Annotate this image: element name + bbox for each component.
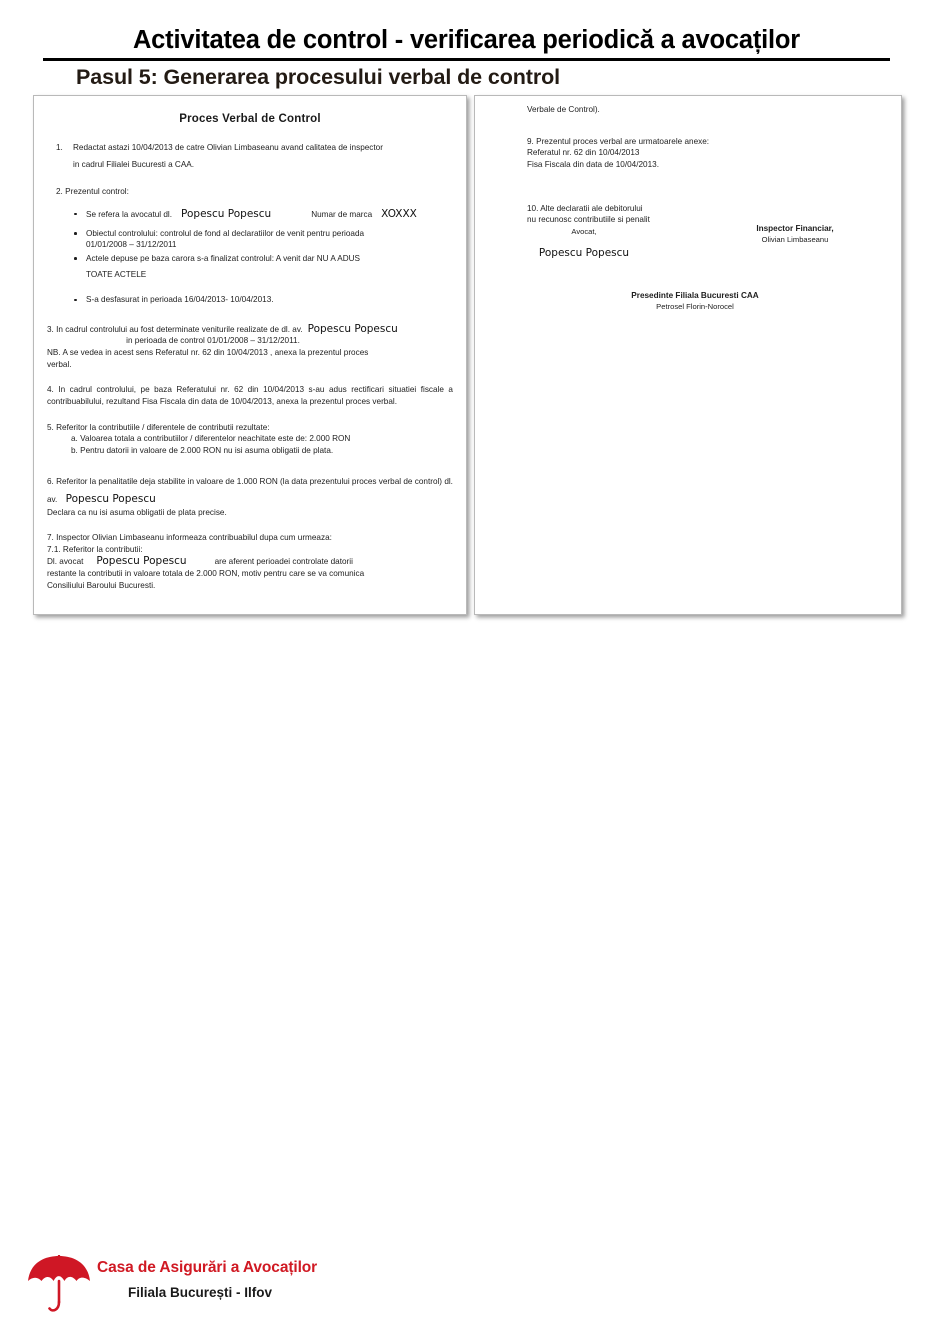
clause-1-number: 1. [56, 143, 63, 152]
clause-2-bullet-4-text: S-a desfasurat in perioada 16/04/2013- 10/04/2013. [86, 295, 274, 305]
document-page-right [474, 95, 902, 615]
clause-6-line-2: Declara ca nu isi asuma obligatii de plata precise. [47, 507, 227, 517]
signature-avocat-label: Avocat, [571, 227, 597, 236]
clause-7 [47, 532, 453, 591]
clause-3-line-2: in perioada de control 01/01/2008 – 31/12/2011. [126, 336, 300, 346]
signature-block-presedinte [535, 291, 855, 311]
page-title: Activitatea de control - verificarea periodică a avocaților [132, 26, 801, 54]
clause-7-line-1: 7. Inspector Olivian Limbaseanu informeaza contribuabilul dupa cum urmeaza: [47, 533, 332, 543]
clause-2-heading [47, 186, 453, 198]
clause-2-bullet-3-line-2: TOATE ACTELE [86, 270, 147, 280]
avocat-name-field-1: Popescu Popescu [181, 207, 272, 220]
document-left-body [47, 138, 453, 591]
clause-6-line-1-text: 6. Referitor la penalitatile deja stabilite in valoare de 1.000 RON (la data prezentului proces verbal de control) dl. av. [47, 476, 453, 504]
signature-inspector-name: Olivian Limbaseanu [761, 235, 829, 244]
clause-2-bullet-2 [47, 228, 453, 251]
clause-10 [527, 203, 887, 226]
brand-name: Casa de Asigurări a Avocaților [97, 1259, 318, 1276]
clause-2-bullet-1-pre: Se refera la avocatul dl. [86, 209, 173, 219]
bullet-dot-icon [74, 232, 77, 235]
signature-avocat-name: Popescu Popescu [538, 247, 630, 259]
clause-5-sub-a: a. Valoarea totala a contributiilor / diferentelor neachitate este de: 2.000 RON [71, 434, 351, 444]
clause-9-line-3: Fisa Fiscala din data de 10/04/2013. [527, 159, 659, 169]
slide-footer [0, 625, 933, 1300]
clause-1-line-2: in cadrul Filialei Bucuresti a CAA. [73, 159, 195, 169]
signature-block-avocat [499, 227, 669, 259]
fragment-top-line: Verbale de Control). [527, 105, 600, 114]
clause-9-line-1: 9. Prezentul proces verbal are urmatoarele anexe: [527, 136, 710, 146]
clause-7-line-4: restante la contributii in valoare totala de 2.000 RON, motiv pentru care se va comunica [47, 569, 365, 579]
clause-5-heading: 5. Referitor la contributiile / diferentele de contributii rezultate: [47, 422, 270, 432]
clause-2-bullet-2-line-2: 01/01/2008 – 31/12/2011 [86, 240, 177, 250]
bullet-dot-icon [74, 213, 77, 216]
bullet-dot-icon [74, 257, 77, 260]
signature-block-inspector [705, 224, 885, 244]
clause-2-heading-text: Prezentul control: [65, 187, 129, 197]
red-umbrella-icon [24, 1255, 94, 1317]
clause-2-bullet-1 [47, 208, 453, 221]
clause-7-line-3-post: are aferent perioadei controlate datorii [214, 557, 353, 567]
clause-2-bullet-3-line-1: Actele depuse pe baza carora s-a finalizat controlul: A venit dar NU A ADUS [86, 253, 360, 263]
clause-2-number: 2. [56, 187, 63, 197]
signature-presedinte-name: Petrosel Florin-Norocel [656, 302, 734, 311]
avocat-name-field-4: Popescu Popescu [96, 555, 187, 568]
avocat-name-field-3: Popescu Popescu [65, 492, 156, 505]
clause-9-line-2: Referatul nr. 62 din 10/04/2013 [527, 148, 640, 158]
clause-2-bullet-2-line-1: Obiectul controlului: controlul de fond al declaratiilor de venit pentru perioada [86, 228, 365, 238]
marca-label: Numar de marca [311, 209, 373, 219]
document-right-body [527, 104, 887, 226]
clause-7-line-3-pre: Dl. avocat [47, 557, 84, 567]
clause-2-bullet-3 [47, 253, 453, 281]
clause-3-line-3: NB. A se vedea in acest sens Referatul nr. 62 din 10/04/2013 , anexa la prezentul proces [47, 348, 369, 358]
clause-7-line-5: Consiliului Baroului Bucuresti. [47, 580, 156, 590]
marca-value-field: XOXXX [381, 207, 417, 220]
clause-6 [47, 471, 453, 519]
clause-3 [47, 323, 453, 371]
title-underline [43, 58, 890, 61]
clause-1-line-1: Redactat astazi 10/04/2013 de catre Olivian Limbaseanu avand calitatea de inspector [73, 143, 383, 152]
clause-3-line-1-pre: 3. In cadrul controlului au fost determinate veniturile realizate de dl. av. [47, 324, 303, 334]
clause-3-line-4: verbal. [47, 359, 72, 369]
brand-branch: Filiala București - Ilfov [128, 1285, 273, 1300]
bullet-dot-icon [74, 299, 77, 302]
document-page-left [33, 95, 467, 615]
clause-5 [47, 422, 453, 457]
page-subtitle: Pasul 5: Generarea procesului verbal de control [76, 65, 561, 89]
clause-2-bullet-4 [47, 294, 453, 306]
clause-1 [47, 142, 453, 170]
signature-presedinte-label: Presedinte Filiala Bucuresti CAA [631, 291, 759, 300]
clause-5-sub-b: b. Pentru datorii in valoare de 2.000 RON nu isi asuma obligatii de plata. [71, 445, 334, 455]
signature-inspector-label: Inspector Financiar, [756, 224, 834, 233]
clause-4: 4. In cadrul controlului, pe baza Referatului nr. 62 din 10/04/2013 s-au adus rectificari situatiei fiscale a contribuabilului, rezultand Fisa Fiscala din data de 10/04/2013, anexa la prezentul proces verbal. [47, 385, 453, 406]
clause-10-line-2: nu recunosc contributiile si penalit [527, 215, 650, 225]
clause-10-line-1: 10. Alte declaratii ale debitorului [527, 203, 643, 213]
clause-9 [527, 136, 887, 171]
avocat-name-field-2: Popescu Popescu [307, 322, 398, 335]
clause-7-line-3 [47, 555, 453, 568]
clause-7-line-2: 7.1. Referitor la contributii: [47, 544, 143, 554]
document-title: Proces Verbal de Control [179, 113, 321, 125]
clause-2 [47, 186, 453, 305]
